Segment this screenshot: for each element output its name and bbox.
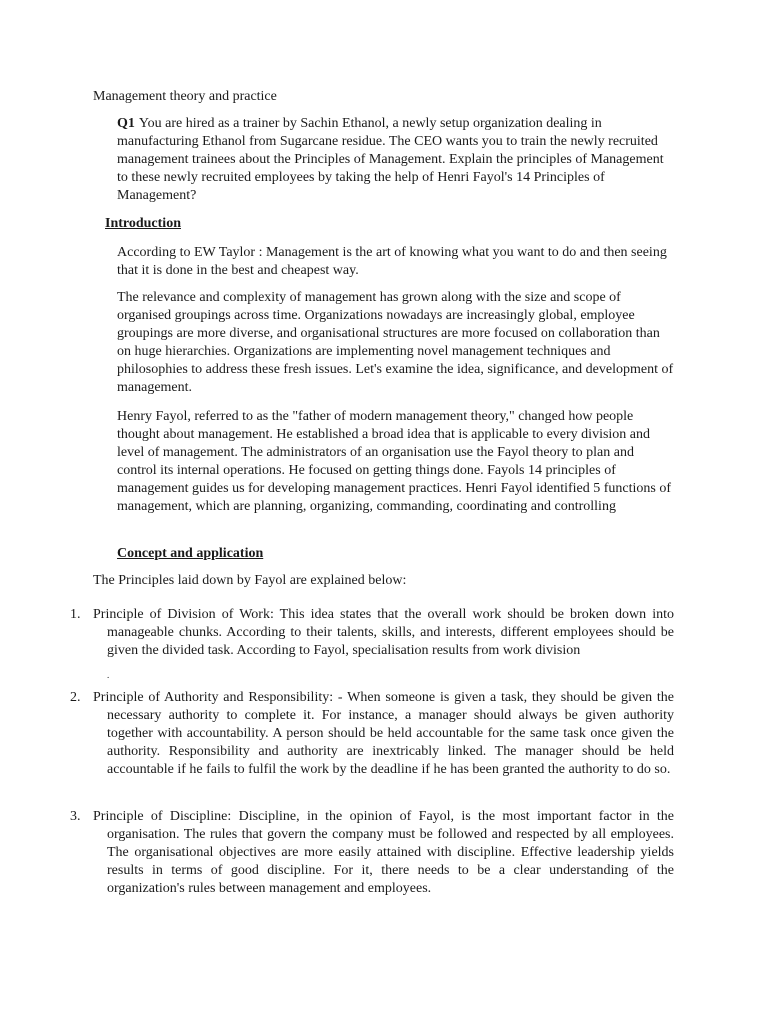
intro-paragraph-taylor: According to EW Taylor : Management is the art of knowing what you want to do and then seeing that it is done in the best and cheapest way. — [117, 245, 667, 278]
principle-item — [70, 689, 674, 779]
principle-item — [70, 808, 674, 898]
concept-heading: Concept and application — [117, 546, 264, 561]
principle-number: 2. — [70, 690, 81, 705]
principle-item — [70, 606, 674, 660]
intro-paragraph-relevance: The relevance and complexity of management has grown along with the size and scope of organised groupings across time. Organizations nowadays are increasingly global, employee groupings are more diverse, and organisational structures are more focused on collaboration than on huge hierarchies. Organizations are implementing novel management techniques and philosophies to address these fresh issues. Let's examine the idea, significance, and development of management. — [117, 290, 674, 395]
introduction-heading: Introduction — [105, 216, 181, 231]
stray-mark: . — [107, 670, 110, 680]
question-text: You are hired as a trainer by Sachin Ethanol, a newly setup organization dealing in manufacturing Ethanol from Sugarcane residue. The CEO wants you to train the newly recruited management trainees about the Principles of Management. Explain the principles of Management to these newly recruited employees by taking the help of Henri Fayol's 14 Principles of Management? — [117, 116, 664, 203]
principle-text: Principle of Discipline: Discipline, in the opinion of Fayol, is the most important factor in the organisation. The rules that govern the company must be followed and respected by all employees. The organisational objectives are more easily attained with discipline. Effective leadership yields results in terms of good discipline. For it, there needs to be a clear understanding of the organization's rules between management and employees. — [93, 809, 674, 896]
principle-text: Principle of Division of Work: This idea states that the overall work should be broken down into manageable chunks. According to their talents, skills, and interests, different employees should be given the divided task. According to Fayol, specialisation results from work division — [93, 607, 674, 658]
intro-paragraph-fayol: Henry Fayol, referred to as the "father of modern management theory," changed how people thought about management. He established a broad idea that is applicable to every division and level of management. The administrators of an organisation use the Fayol theory to plan and control its internal operations. He focused on getting things done. Fayols 14 principles of management guides us for developing management practices. Henri Fayol identified 5 functions of management, which are planning, organizing, commanding, coordinating and controlling — [117, 409, 672, 514]
question-number: Q1 — [117, 116, 135, 131]
principle-number: 1. — [70, 607, 81, 622]
question-block — [117, 115, 677, 205]
document-title: Management theory and practice — [93, 89, 277, 104]
principles-intro: The Principles laid down by Fayol are explained below: — [93, 573, 407, 588]
principle-number: 3. — [70, 809, 81, 824]
principle-text: Principle of Authority and Responsibility: - When someone is given a task, they should be given the necessary authority to complete it. For instance, a manager should always be given authority together with accountability. A person should be held accountable for the same task once given the authority. Responsibility and authority are inextricably linked. The manager should be held accountable if he fails to fulfil the work by the deadline if he has been granted the authority to do so. — [93, 690, 674, 777]
